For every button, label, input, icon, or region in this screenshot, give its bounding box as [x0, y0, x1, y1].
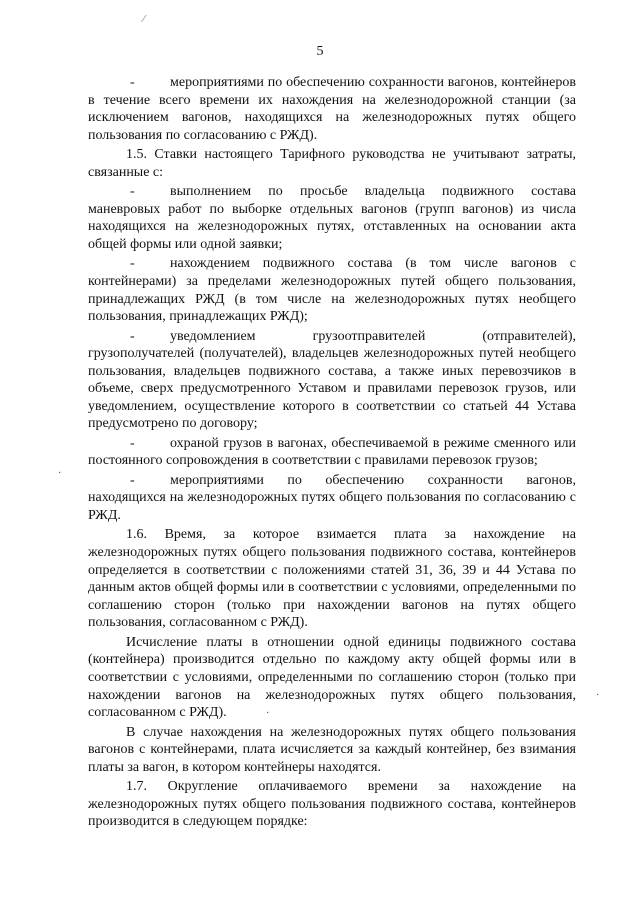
paragraph: Исчисление платы в отношении одной единицы подвижного состава (контейнера) производится отдельно по каждому акту общей формы или в соответствии с условиями, определенными по соглашению сторон (только при нахождении вагонов на железнодорожных путях общего пользования, согласованном с РЖД).	[88, 634, 576, 721]
document-body	[88, 74, 576, 833]
list-dash: -	[130, 472, 135, 488]
scan-speck: ·	[58, 468, 62, 479]
scan-speck: ·	[266, 708, 270, 719]
list-item-text: выполнением по просьбе владельца подвижного состава маневровых работ по выборке отдельных вагонов (групп вагонов) из числа находящихся на железнодорожных путях, отставленных на основании акта общей формы или одной заявки;	[88, 184, 576, 252]
list-item-text: нахождением подвижного состава (в том числе вагонов с контейнерами) за пределами железнодорожных путей общего пользования, принадлежащих РЖД (в том числе на железнодорожных путях необщего пользования, принадлежащих РЖД);	[88, 256, 576, 325]
list-item	[88, 435, 576, 470]
list-item-text: мероприятиями по обеспечению сохранности вагонов, находящихся на железнодорожных путях общего пользования по согласованию с РЖД.	[88, 472, 576, 524]
list-item-text: мероприятиями по обеспечению сохранности вагонов, контейнеров в течение всего времени их нахождения на железнодорожной станции (за исключением вагонов, находящихся на железнодорожных путях общего пользования по согласованию с РЖД).	[88, 75, 576, 143]
paragraph: В случае нахождения на железнодорожных путях общего пользования вагонов с контейнерами, плата исчисляется за каждый контейнер, без взимания платы за вагон, в котором контейнеры находятся.	[88, 724, 576, 775]
scan-speck: ⁄	[143, 14, 145, 25]
list-item	[88, 328, 576, 434]
list-dash: -	[130, 256, 135, 272]
list-dash: -	[130, 435, 135, 451]
paragraph: 1.5. Ставки настоящего Тарифного руководства не учитывают затраты, связанные с:	[88, 147, 576, 180]
list-dash: -	[130, 75, 135, 90]
list-item	[88, 183, 576, 253]
list-dash: -	[130, 328, 135, 344]
list-item	[88, 74, 576, 144]
paragraph: 1.6. Время, за которое взимается плата за нахождение на железнодорожных путях общего пользования подвижного состава, контейнеров определяется в соответствии с положениями статей 31, 36, 39 и 44 Устава по данным актов общей формы или в соответствии с условиями, определенными по соглашению сторон (только при нахождении вагонов на путях общего пользования, согласованном с РЖД).	[88, 527, 576, 631]
list-item-text: уведомлением грузоотправителей (отправителей), грузополучателей (получателей), владельцев железнодорожных путей необщего пользования, владельцев подвижного состава, а также иных перевозчиков в объеме, сверх предусмотренного Уставом и правилами перевозок грузов, или уведомлением, осуществление которого в соответствии со статьей 44 Устава предусмотрено по договору;	[88, 328, 576, 432]
list-item	[88, 472, 576, 525]
list-item-text: охраной грузов в вагонах, обеспечиваемой в режиме сменного или постоянного сопровождения в соответствии с правилами перевозок грузов;	[88, 435, 576, 469]
list-dash: -	[130, 184, 135, 200]
paragraph: 1.7. Округление оплачиваемого времени за нахождение на железнодорожных путях общего пользования подвижного состава, контейнеров производится в следующем порядке:	[88, 779, 576, 830]
page-number: 5	[316, 44, 324, 59]
scan-speck: ·	[596, 690, 600, 701]
list-item	[88, 255, 576, 325]
